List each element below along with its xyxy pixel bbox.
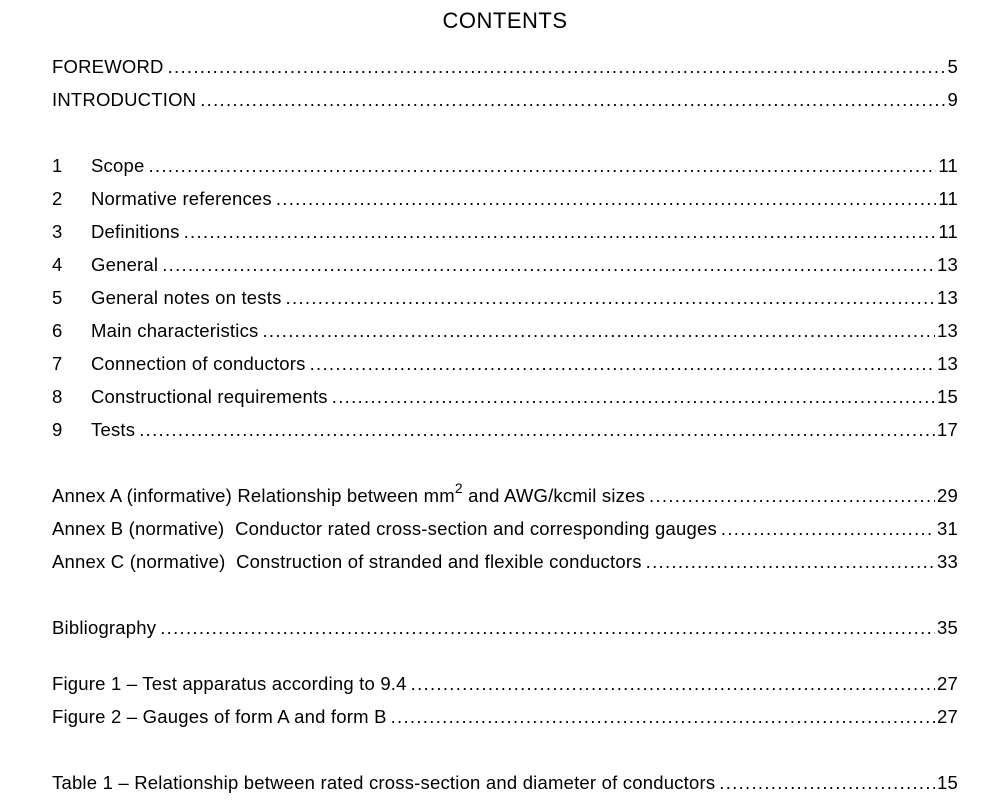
toc-entry-page: 9	[947, 89, 958, 110]
toc-entry-page: 27	[937, 706, 958, 727]
toc-entry-page: 27	[937, 673, 958, 694]
toc-entry-label: Annex C (normative) Construction of stranded and flexible conductors	[52, 551, 642, 572]
toc-entry-label: Constructional requirements	[91, 386, 328, 407]
toc-entry-label: Main characteristics	[91, 320, 259, 341]
clause-number: 9	[52, 419, 63, 440]
toc-entry-label: General notes on tests	[91, 287, 282, 308]
toc-entry-figure-1[interactable]	[52, 671, 958, 704]
toc-entry-label: Connection of conductors	[91, 353, 306, 374]
dot-leader	[310, 351, 935, 377]
dot-leader	[286, 285, 935, 311]
toc-entry-clause-3[interactable]	[52, 219, 958, 252]
clause-number: 5	[52, 287, 63, 308]
toc-entry-label: INTRODUCTION	[52, 89, 197, 110]
toc-entry-clause-4[interactable]	[52, 252, 958, 285]
toc-entry-label: Figure 1 – Test apparatus according to 9.4	[52, 673, 407, 694]
toc-entry-page: 5	[947, 56, 958, 77]
dot-leader	[139, 417, 935, 443]
table-of-contents	[52, 54, 958, 803]
dot-leader	[168, 54, 946, 80]
dot-leader	[148, 153, 936, 179]
toc-entry-page: 35	[937, 617, 958, 638]
clause-number: 3	[52, 221, 63, 242]
annex-a-label-end: and AWG/kcmil sizes	[462, 485, 646, 506]
toc-entry-label: Scope	[91, 155, 145, 176]
clause-number: 2	[52, 188, 63, 209]
toc-entry-page: 11	[938, 221, 958, 242]
toc-entry-figure-2[interactable]	[52, 704, 958, 737]
dot-leader	[719, 770, 935, 796]
annex-a-superscript: 2	[454, 479, 463, 496]
toc-entry-label	[52, 479, 646, 509]
dot-leader	[160, 615, 935, 641]
toc-entry-page: 31	[937, 518, 958, 539]
toc-entry-page: 13	[937, 254, 958, 275]
toc-entry-label: Bibliography	[52, 617, 157, 638]
toc-entry-page: 11	[938, 155, 958, 176]
toc-entry-introduction[interactable]	[52, 87, 958, 120]
toc-entry-clause-6[interactable]	[52, 318, 958, 351]
toc-entry-clause-5[interactable]	[52, 285, 958, 318]
dot-leader	[162, 252, 935, 278]
toc-entry-page: 13	[937, 353, 958, 374]
toc-entry-label: General	[91, 254, 159, 275]
toc-entry-page: 13	[937, 320, 958, 341]
toc-entry-page: 13	[937, 287, 958, 308]
toc-entry-clause-1[interactable]	[52, 153, 958, 186]
clause-number: 7	[52, 353, 63, 374]
toc-entry-page: 29	[937, 485, 958, 506]
toc-entry-label: Normative references	[91, 188, 272, 209]
dot-leader	[649, 483, 935, 509]
toc-entry-label: Table 1 – Relationship between rated cross-section and diameter of conductors	[52, 772, 716, 793]
toc-entry-bibliography[interactable]	[52, 615, 958, 648]
dot-leader	[332, 384, 935, 410]
toc-entry-label: Tests	[91, 419, 136, 440]
dot-leader	[262, 318, 935, 344]
toc-entry-page: 17	[937, 419, 958, 440]
toc-entry-label: Annex B (normative) Conductor rated cross-section and corresponding gauges	[52, 518, 717, 539]
clause-number: 8	[52, 386, 63, 407]
toc-entry-clause-9[interactable]	[52, 417, 958, 450]
toc-entry-annex-a[interactable]	[52, 479, 958, 516]
toc-entry-page: 15	[937, 772, 958, 793]
toc-entry-annex-b[interactable]	[52, 516, 958, 549]
toc-entry-table-1[interactable]	[52, 770, 958, 803]
toc-entry-page: 11	[938, 188, 958, 209]
dot-leader	[276, 186, 937, 212]
toc-entry-label: Figure 2 – Gauges of form A and form B	[52, 706, 387, 727]
toc-entry-page: 33	[937, 551, 958, 572]
dot-leader	[184, 219, 937, 245]
page-title: CONTENTS	[442, 8, 568, 33]
toc-entry-annex-c[interactable]	[52, 549, 958, 582]
clause-number: 6	[52, 320, 63, 341]
dot-leader	[391, 704, 935, 730]
dot-leader	[200, 87, 945, 113]
dot-leader	[646, 549, 935, 575]
toc-entry-label: FOREWORD	[52, 56, 164, 77]
clause-number: 1	[52, 155, 63, 176]
clause-number: 4	[52, 254, 63, 275]
toc-entry-clause-8[interactable]	[52, 384, 958, 417]
toc-entry-label: Definitions	[91, 221, 180, 242]
toc-entry-clause-2[interactable]	[52, 186, 958, 219]
toc-entry-clause-7[interactable]	[52, 351, 958, 384]
toc-entry-foreword[interactable]	[52, 54, 958, 87]
annex-a-label-start: Annex A (informative) Relationship between mm	[52, 485, 455, 506]
toc-entry-page: 15	[937, 386, 958, 407]
dot-leader	[721, 516, 935, 542]
dot-leader	[411, 671, 935, 697]
